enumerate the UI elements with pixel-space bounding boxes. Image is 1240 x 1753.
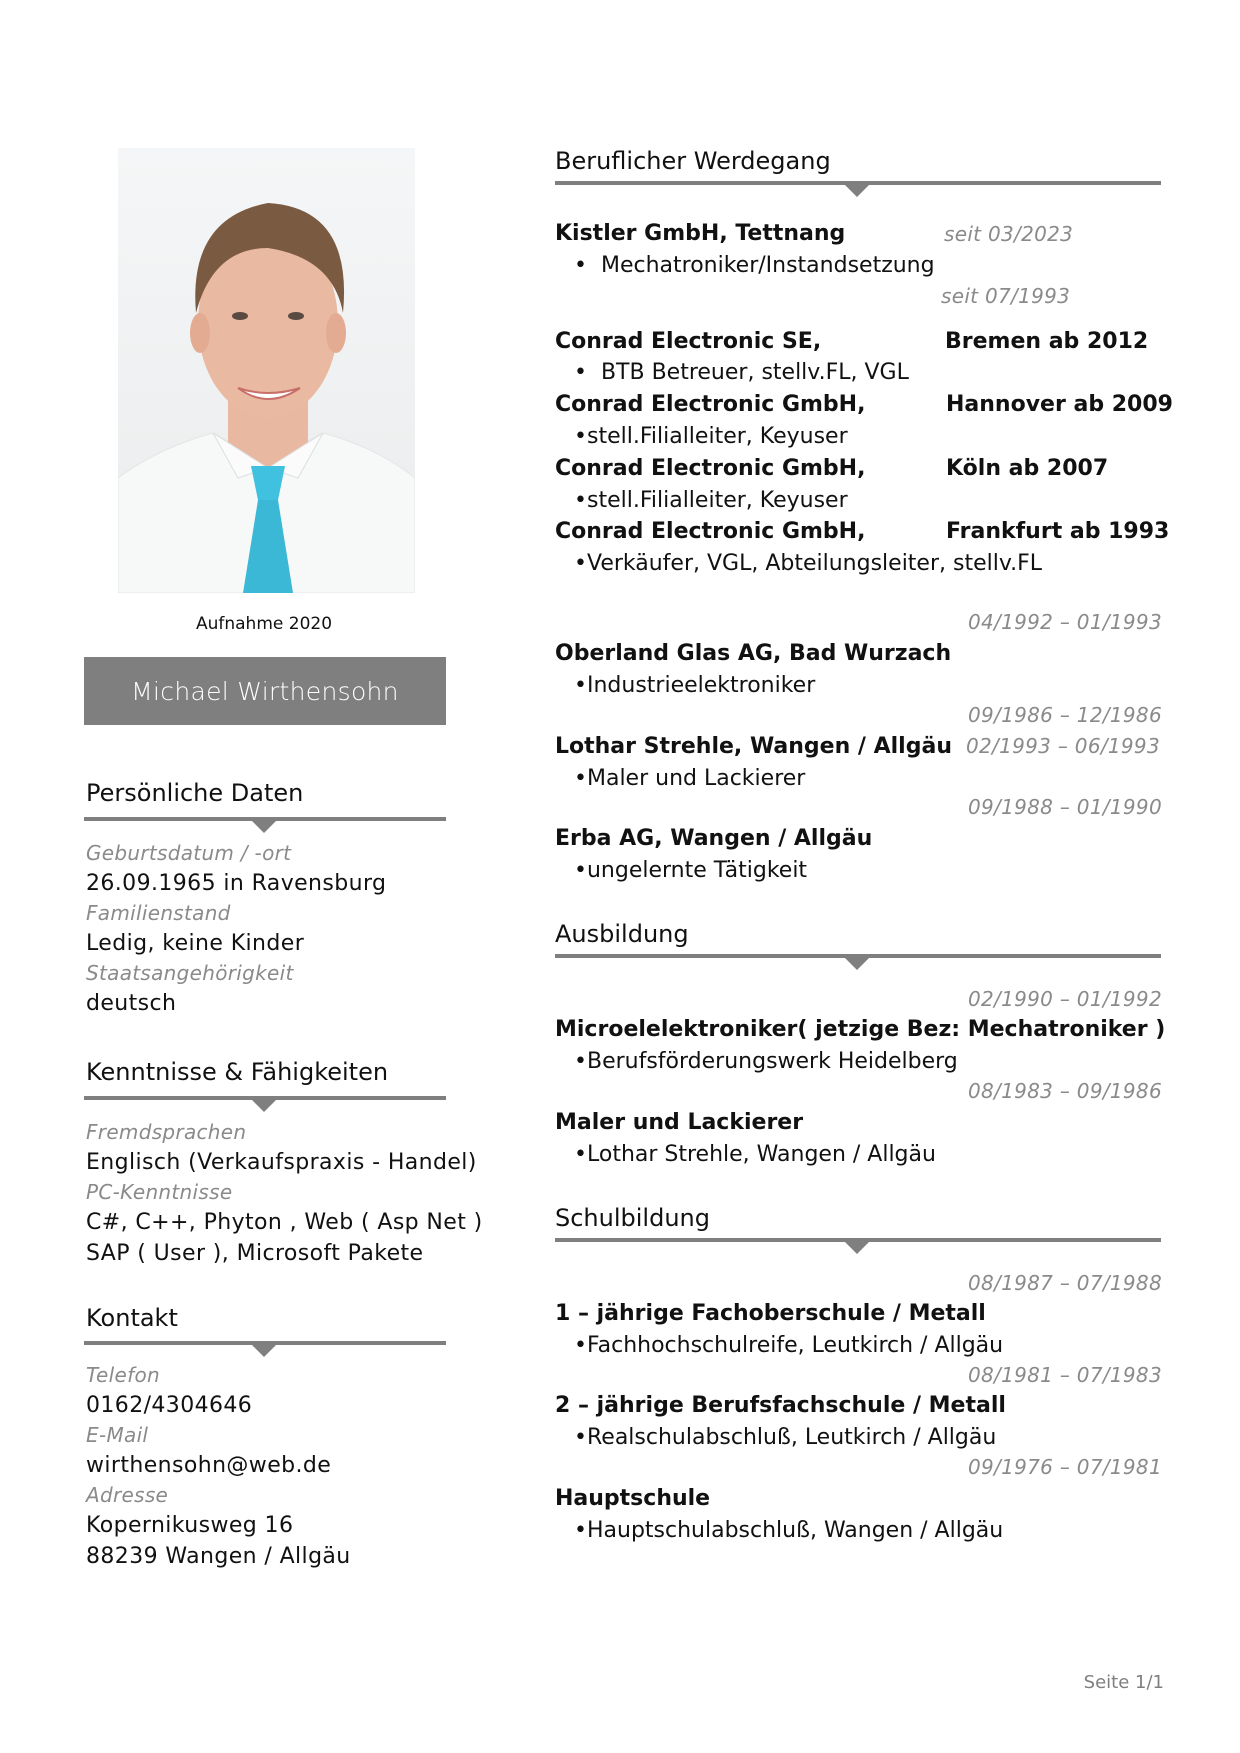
bullet-icon: • xyxy=(574,673,587,698)
value-family: Ledig, keine Kinder xyxy=(86,931,305,956)
job-company-conrad-4: Conrad Electronic GmbH, xyxy=(555,519,866,544)
value-pc-skills-1: C#, C++, Phyton , Web ( Asp Net ) xyxy=(86,1210,483,1235)
label-pc-skills: PC-Kenntnisse xyxy=(86,1180,233,1204)
job-role-conrad-3: •stell.Filialleiter, Keyuser xyxy=(574,488,848,513)
bullet-icon: • xyxy=(574,424,587,449)
bullet-icon: • xyxy=(574,1142,587,1167)
job-company-kistler: Kistler GmbH, Tettnang xyxy=(555,221,846,246)
portrait-illustration xyxy=(118,148,415,593)
job-company-conrad-2: Conrad Electronic GmbH, xyxy=(555,392,866,417)
job-role-conrad-1: • BTB Betreuer, stellv.FL, VGL xyxy=(574,360,909,385)
profile-photo xyxy=(118,148,415,593)
bullet-icon: • xyxy=(574,858,587,883)
candidate-name: Michael Wirthensohn xyxy=(131,676,399,706)
school-detail-3: •Hauptschulabschluß, Wangen / Allgäu xyxy=(574,1518,1004,1543)
section-marker-icon xyxy=(252,821,276,833)
job-role-conrad-4: •Verkäufer, VGL, Abteilungsleiter, stellv.FL xyxy=(574,551,1043,576)
school-date-3: 09/1976 – 07/1981 xyxy=(968,1455,1162,1479)
bullet-icon: • xyxy=(574,488,587,513)
job-date-strehle-1: 09/1986 – 12/1986 xyxy=(968,703,1162,727)
job-date-conrad: seit 07/1993 xyxy=(941,284,1071,308)
label-family: Familienstand xyxy=(86,901,231,925)
school-title-1: 1 – jährige Fachoberschule / Metall xyxy=(555,1301,986,1326)
bullet-icon: • xyxy=(574,253,601,278)
value-phone: 0162/4304646 xyxy=(86,1393,253,1418)
job-date-oberland: 04/1992 – 01/1993 xyxy=(968,610,1162,634)
value-address-city: 88239 Wangen / Allgäu xyxy=(86,1544,351,1569)
school-detail-2: •Realschulabschluß, Leutkirch / Allgäu xyxy=(574,1425,997,1450)
job-company-conrad-1: Conrad Electronic SE, xyxy=(555,329,822,354)
job-date-kistler: seit 03/2023 xyxy=(944,222,1074,246)
label-phone: Telefon xyxy=(86,1363,160,1387)
edu-date-2: 08/1983 – 09/1986 xyxy=(968,1079,1162,1103)
label-nationality: Staatsangehörigkeit xyxy=(86,961,294,985)
name-banner xyxy=(84,657,446,725)
job-role-strehle: •Maler und Lackierer xyxy=(574,766,806,791)
value-pc-skills-2: SAP ( User ), Microsoft Pakete xyxy=(86,1241,424,1266)
edu-title-2: Maler und Lackierer xyxy=(555,1110,804,1135)
value-nationality: deutsch xyxy=(86,991,177,1016)
section-marker-icon xyxy=(845,1242,869,1254)
job-role-kistler: • Mechatroniker/Instandsetzung xyxy=(574,253,935,278)
section-title-personal: Persönliche Daten xyxy=(86,779,304,807)
job-location-conrad-1: Bremen ab 2012 xyxy=(945,329,1149,354)
section-title-school: Schulbildung xyxy=(555,1204,710,1232)
job-date-erba: 09/1988 – 01/1990 xyxy=(968,795,1162,819)
job-role-erba: •ungelernte Tätigkeit xyxy=(574,858,808,883)
job-company-erba: Erba AG, Wangen / Allgäu xyxy=(555,826,873,851)
section-title-career: Beruflicher Werdegang xyxy=(555,147,831,175)
bullet-icon: • xyxy=(574,1333,587,1358)
job-location-conrad-3: Köln ab 2007 xyxy=(946,456,1109,481)
section-marker-icon xyxy=(252,1100,276,1112)
bullet-icon: • xyxy=(574,1518,587,1543)
bullet-icon: • xyxy=(574,766,587,791)
label-languages: Fremdsprachen xyxy=(86,1120,247,1144)
bullet-icon: • xyxy=(574,1049,587,1074)
value-birth: 26.09.1965 in Ravensburg xyxy=(86,871,387,896)
page-number: Seite 1/1 xyxy=(1083,1672,1164,1693)
job-role-conrad-2: •stell.Filialleiter, Keyuser xyxy=(574,424,848,449)
job-location-conrad-2: Hannover ab 2009 xyxy=(946,392,1173,417)
job-date-strehle-2: 02/1993 – 06/1993 xyxy=(966,734,1160,758)
photo-caption: Aufnahme 2020 xyxy=(195,614,333,634)
job-role-oberland: •Industrieelektroniker xyxy=(574,673,816,698)
school-date-2: 08/1981 – 07/1983 xyxy=(968,1363,1162,1387)
bullet-icon: • xyxy=(574,551,587,576)
edu-title-1: Microelelektroniker( jetzige Bez: Mechatroniker ) xyxy=(555,1017,1166,1042)
section-marker-icon xyxy=(845,185,869,197)
section-title-contact: Kontakt xyxy=(86,1304,178,1332)
section-title-skills: Kenntnisse & Fähigkeiten xyxy=(86,1058,389,1086)
edu-date-1: 02/1990 – 01/1992 xyxy=(968,987,1162,1011)
value-email: wirthensohn@web.de xyxy=(86,1453,332,1478)
school-title-2: 2 – jährige Berufsfachschule / Metall xyxy=(555,1393,1006,1418)
job-company-strehle: Lothar Strehle, Wangen / Allgäu xyxy=(555,734,952,759)
school-detail-1: •Fachhochschulreife, Leutkirch / Allgäu xyxy=(574,1333,1004,1358)
job-company-conrad-3: Conrad Electronic GmbH, xyxy=(555,456,866,481)
edu-detail-1: •Berufsförderungswerk Heidelberg xyxy=(574,1049,958,1074)
job-company-oberland: Oberland Glas AG, Bad Wurzach xyxy=(555,641,952,666)
section-title-education: Ausbildung xyxy=(555,920,689,948)
section-marker-icon xyxy=(845,958,869,970)
value-languages: Englisch (Verkaufspraxis - Handel) xyxy=(86,1150,477,1175)
label-address: Adresse xyxy=(86,1483,169,1507)
job-location-conrad-4: Frankfurt ab 1993 xyxy=(946,519,1170,544)
school-date-1: 08/1987 – 07/1988 xyxy=(968,1271,1162,1295)
school-title-3: Hauptschule xyxy=(555,1486,711,1511)
section-marker-icon xyxy=(252,1345,276,1357)
bullet-icon: • xyxy=(574,1425,587,1450)
label-email: E-Mail xyxy=(86,1423,149,1447)
label-birth: Geburtsdatum / -ort xyxy=(86,841,292,865)
value-address-street: Kopernikusweg 16 xyxy=(86,1513,294,1538)
edu-detail-2: •Lothar Strehle, Wangen / Allgäu xyxy=(574,1142,936,1167)
bullet-icon: • xyxy=(574,360,601,385)
